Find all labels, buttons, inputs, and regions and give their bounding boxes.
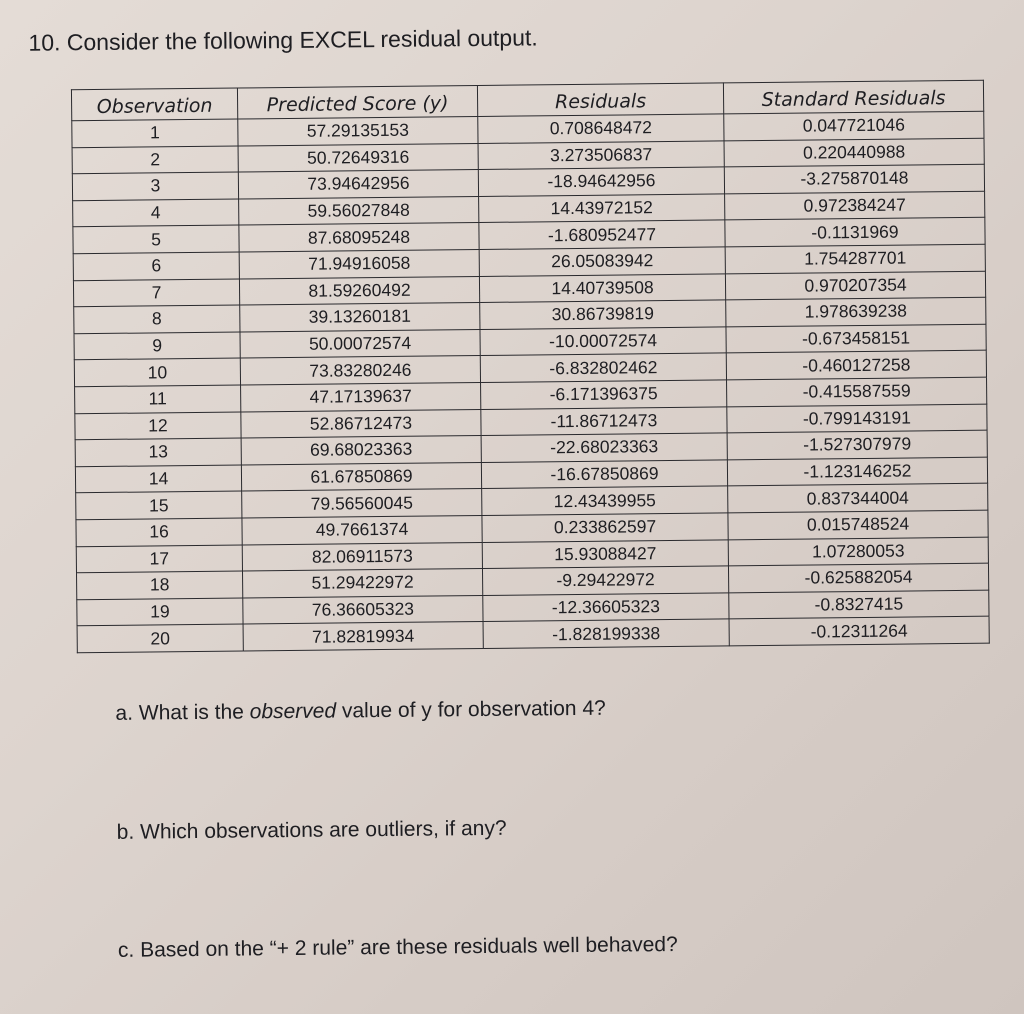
observation-cell: 13	[75, 438, 241, 466]
standard-residual-cell: -0.625882054	[728, 563, 988, 592]
predicted-score-cell: 71.82819934	[243, 622, 483, 651]
residual-cell: 3.273506837	[478, 141, 724, 170]
question-a-rest: value of y for observation 4?	[335, 696, 606, 723]
residuals-header: Residuals	[477, 83, 723, 117]
observation-cell: 17	[76, 544, 242, 572]
predicted-score-cell: 61.67850869	[241, 462, 481, 491]
observation-cell: 2	[72, 146, 238, 174]
standard-residual-cell: -0.799143191	[727, 404, 987, 433]
predicted-score-cell: 81.59260492	[239, 276, 479, 305]
residual-cell: -22.68023363	[481, 433, 727, 462]
standard-residual-cell: 1.978639238	[726, 297, 986, 326]
residual-cell: -1.680952477	[479, 220, 725, 249]
observation-cell: 5	[73, 225, 239, 253]
observation-cell: 14	[75, 465, 241, 493]
standard-residual-cell: -0.12311264	[729, 616, 989, 645]
residual-cell: -10.00072574	[480, 327, 726, 356]
observation-header: Observation	[71, 88, 237, 121]
standard-residual-cell: -0.460127258	[726, 351, 986, 380]
question-a-lead: a. What is the	[115, 700, 250, 725]
predicted-score-cell: 51.29422972	[242, 569, 482, 598]
residual-cell: -6.832802462	[480, 353, 726, 382]
observation-cell: 19	[77, 598, 243, 626]
observation-cell: 9	[74, 332, 240, 360]
standard-residual-cell: 0.047721046	[724, 111, 984, 140]
observation-cell: 15	[76, 491, 242, 519]
residual-cell: 12.43439955	[482, 486, 728, 515]
residual-cell: -9.29422972	[482, 566, 728, 595]
predicted-score-cell: 57.29135153	[238, 117, 478, 146]
observation-cell: 6	[73, 252, 239, 280]
residual-cell: 15.93088427	[482, 539, 728, 568]
residual-cell: -18.94642956	[478, 167, 724, 196]
observation-cell: 7	[73, 279, 239, 307]
standard-residual-cell: 1.754287701	[725, 244, 985, 273]
predicted-score-cell: 50.00072574	[240, 329, 480, 358]
residual-cell: 0.708648472	[478, 114, 724, 143]
question-b: b. Which observations are outliers, if any?	[116, 816, 507, 844]
observation-cell: 4	[73, 199, 239, 227]
standard-residual-cell: -0.673458151	[726, 324, 986, 353]
predicted-score-cell: 73.94642956	[238, 170, 478, 199]
standard-residual-cell: 0.220440988	[724, 138, 984, 167]
standard-residual-cell: 0.837344004	[728, 483, 988, 512]
predicted-score-cell: 39.13260181	[240, 303, 480, 332]
standard-residual-cell: -0.1131969	[725, 218, 985, 247]
standard-residual-cell: -0.415587559	[727, 377, 987, 406]
residual-cell: 30.86739819	[480, 300, 726, 329]
residual-cell: 0.233862597	[482, 513, 728, 542]
standard-residual-cell: -1.527307979	[727, 430, 987, 459]
residual-cell: -12.36605323	[483, 593, 729, 622]
predicted-score-cell: 82.06911573	[242, 542, 482, 571]
standard-residual-cell: -3.275870148	[724, 164, 984, 193]
observation-cell: 11	[75, 385, 241, 413]
residual-cell: 14.43972152	[479, 194, 725, 223]
residual-cell: 26.05083942	[479, 247, 725, 276]
table-body	[72, 111, 990, 652]
observation-cell: 10	[74, 358, 240, 386]
observation-cell: 20	[77, 624, 243, 652]
standard-residual-cell: -0.8327415	[729, 590, 989, 619]
observation-cell: 3	[72, 172, 238, 200]
predicted-score-cell: 73.83280246	[240, 356, 480, 385]
residual-cell: -11.86712473	[481, 406, 727, 435]
predicted-score-cell: 87.68095248	[239, 223, 479, 252]
predicted-score-cell: 59.56027848	[239, 196, 479, 225]
predicted-score-cell: 49.7661374	[242, 515, 482, 544]
predicted-score-header: Predicted Score (y)	[237, 86, 477, 120]
standard-residual-cell: 0.015748524	[728, 510, 988, 539]
observation-cell: 1	[72, 119, 238, 147]
standard-residual-cell: -1.123146252	[727, 457, 987, 486]
observation-cell: 16	[76, 518, 242, 546]
standard-residuals-header: Standard Residuals	[723, 80, 983, 114]
question-a-emphasis: observed	[249, 699, 337, 724]
observation-cell: 18	[77, 571, 243, 599]
question-c: c. Based on the “+ 2 rule” are these residuals well behaved?	[117, 932, 678, 962]
residual-cell: 14.40739508	[479, 273, 725, 302]
predicted-score-cell: 71.94916058	[239, 249, 479, 278]
residual-cell: -16.67850869	[481, 460, 727, 489]
standard-residual-cell: 1.07280053	[728, 537, 988, 566]
question-a	[115, 697, 606, 726]
predicted-score-cell: 52.86712473	[241, 409, 481, 438]
predicted-score-cell: 79.56560045	[242, 489, 482, 518]
question-title: 10. Consider the following EXCEL residual output.	[28, 24, 538, 56]
predicted-score-cell: 50.72649316	[238, 143, 478, 172]
residual-output-table	[71, 80, 990, 653]
observation-cell: 8	[74, 305, 240, 333]
observation-cell: 12	[75, 412, 241, 440]
standard-residual-cell: 0.972384247	[725, 191, 985, 220]
residual-cell: -6.171396375	[481, 380, 727, 409]
predicted-score-cell: 76.36605323	[243, 595, 483, 624]
predicted-score-cell: 69.68023363	[241, 436, 481, 465]
residual-cell: -1.828199338	[483, 619, 729, 648]
predicted-score-cell: 47.17139637	[241, 382, 481, 411]
standard-residual-cell: 0.970207354	[725, 271, 985, 300]
